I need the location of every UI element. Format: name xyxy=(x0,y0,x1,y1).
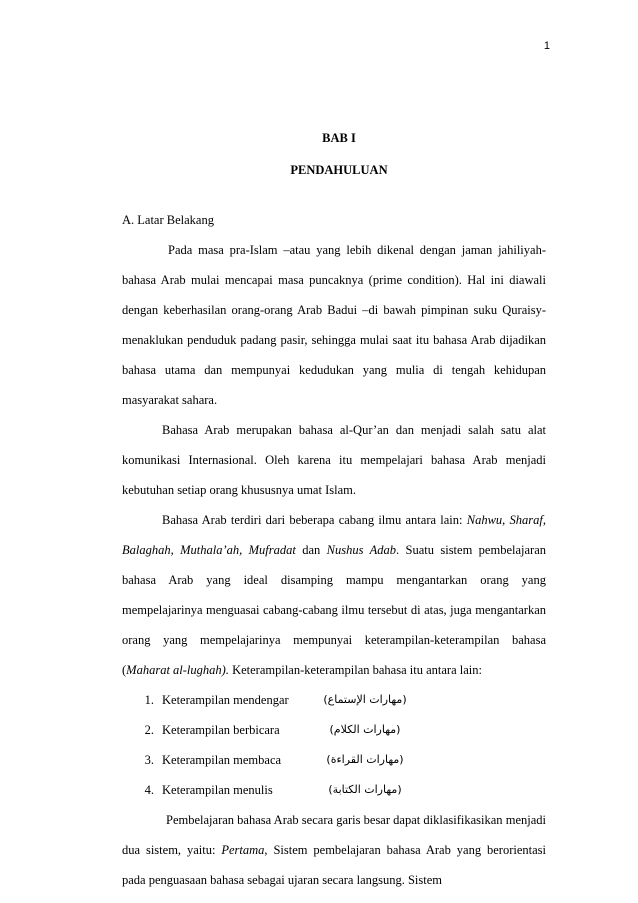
paragraph-2: Bahasa Arab merupakan bahasa al-Qur’an dan menjadi salah satu alat komunikasi Internasional. Oleh karena itu mempelajari bahasa Arab menjadi kebutuhan setiap orang khususnya umat Islam. xyxy=(122,423,546,497)
list-label: Keterampilan mendengar xyxy=(162,693,289,707)
list-item xyxy=(122,715,546,745)
paragraph-4 xyxy=(122,805,546,895)
list-number: 1. xyxy=(144,693,154,707)
maharat-italic: Maharat al-lughah). xyxy=(126,663,229,677)
chapter-title: PENDAHULUAN xyxy=(290,163,388,177)
page-number: 1 xyxy=(543,40,550,52)
arabic-term: (مهارات الكتابة) xyxy=(328,783,402,796)
branch-list-italic: Nahwu, Sharaf, Balaghah, Muthala’ah, Mufradat xyxy=(122,513,546,557)
nushus-adab-italic: Nushus Adab xyxy=(326,543,397,557)
list-number: 2. xyxy=(144,723,154,737)
section-heading: A. Latar Belakang xyxy=(122,213,214,227)
arabic-term: (مهارات القراءة) xyxy=(326,753,404,766)
arabic-term: (مهارات الكلام) xyxy=(329,723,401,736)
paragraph-3-text: . Suatu sistem pembelajaran bahasa Arab yang ideal disamping mampu mengantarkan orang yang mempelajarinya menguasai cabang-cabang ilmu tersebut di atas, juga mengantarkan orang yang mempelajarinya mempunyai keterampilan-keterampilan bahasa ( xyxy=(122,543,546,677)
paragraph-3 xyxy=(122,505,546,685)
paragraph-4-text: , Sistem pembelajaran bahasa Arab yang berorientasi pada penguasaan bahasa sebagai ujaran secara langsung. Sistem xyxy=(122,843,546,887)
list-number: 3. xyxy=(144,753,154,767)
list-number: 4. xyxy=(144,783,154,797)
skills-list xyxy=(122,685,546,805)
list-label: Keterampilan membaca xyxy=(162,753,282,767)
paragraph-4-text: Pembelajaran bahasa Arab secara garis besar dapat diklasifikasikan menjadi dua sistem, yaitu: xyxy=(122,813,546,857)
list-label: Keterampilan berbicara xyxy=(162,723,280,737)
paragraph-1: Pada masa pra-Islam –atau yang lebih dikenal dengan jaman jahiliyah- bahasa Arab mulai mencapai masa puncaknya (prime condition). Hal ini diawali dengan keberhasilan orang-orang Arab Badui –di bawah pimpinan suku Quraisy- menaklukan penduduk padang pasir, sehingga mulai saat itu bahasa Arab dijadikan bahasa utama dan mempunyai kedudukan yang mulia di tengah kehidupan masyarakat sahara. xyxy=(122,243,546,407)
chapter-label: BAB I xyxy=(322,131,356,145)
paragraph-3-text: dan xyxy=(295,543,327,557)
arabic-term: (مهارات الإستماع) xyxy=(323,693,407,706)
document-body xyxy=(122,205,546,895)
paragraph-3-text: Keterampilan-keterampilan bahasa itu antara lain: xyxy=(228,663,482,677)
list-item xyxy=(122,745,546,775)
list-item xyxy=(122,685,546,715)
list-item xyxy=(122,775,546,805)
paragraph-3-text: Bahasa Arab terdiri dari beberapa cabang ilmu antara lain: xyxy=(162,513,467,527)
list-label: Keterampilan menulis xyxy=(162,783,273,797)
pertama-italic: Pertama xyxy=(221,843,265,857)
